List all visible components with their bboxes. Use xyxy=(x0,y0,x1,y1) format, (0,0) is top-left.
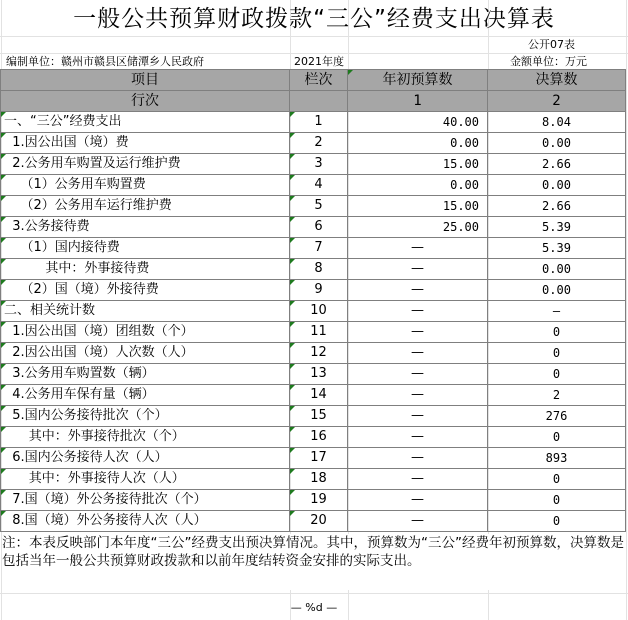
cell-budget[interactable]: — xyxy=(348,511,488,532)
cell-col[interactable]: 20 xyxy=(290,511,348,532)
cell-actual[interactable]: 276 xyxy=(488,406,626,427)
page-footer: — %d — xyxy=(290,601,338,614)
cell-col[interactable]: 16 xyxy=(290,427,348,448)
table-row xyxy=(1,427,626,448)
cell-budget[interactable]: — xyxy=(348,364,488,385)
cell-actual[interactable]: 0.00 xyxy=(488,280,626,301)
cell-actual[interactable]: 2.66 xyxy=(488,154,626,175)
cell-col[interactable]: 15 xyxy=(290,406,348,427)
grid-line xyxy=(0,593,628,594)
footnote: 注：本表反映部门本年度“三公”经费支出预决算情况。其中，预算数为“三公”经费年初预算数，决算数是包括当年一般公共预算财政拨款和以前年度结转资金安排的实际支出。 xyxy=(2,534,626,590)
report-year: 2021年度 xyxy=(294,55,344,68)
cell-budget[interactable]: — xyxy=(348,343,488,364)
table-row xyxy=(1,511,626,532)
cell-item[interactable]: （1）公务用车购置费 xyxy=(1,175,290,196)
cell-actual[interactable]: 0.00 xyxy=(488,259,626,280)
cell-col[interactable]: 8 xyxy=(290,259,348,280)
cell-actual[interactable]: 0.00 xyxy=(488,175,626,196)
cell-col[interactable]: 19 xyxy=(290,490,348,511)
cell-budget[interactable]: 0.00 xyxy=(348,133,488,154)
cell-budget[interactable]: 15.00 xyxy=(348,196,488,217)
amount-unit: 金额单位：万元 xyxy=(510,55,587,68)
table-row xyxy=(1,217,626,238)
cell-item[interactable]: （2）国（境）外接待费 xyxy=(1,280,290,301)
row-index-col[interactable] xyxy=(290,91,348,112)
table-row xyxy=(1,448,626,469)
cell-col[interactable]: 2 xyxy=(290,133,348,154)
cell-item[interactable]: 其中：外事接待人次（人） xyxy=(1,469,290,490)
table-row xyxy=(1,133,626,154)
cell-budget[interactable]: — xyxy=(348,301,488,322)
cell-item[interactable]: 3.公务接待费 xyxy=(1,217,290,238)
cell-item[interactable]: 2.公务用车购置及运行维护费 xyxy=(1,154,290,175)
row-index-row xyxy=(1,91,626,112)
cell-col[interactable]: 4 xyxy=(290,175,348,196)
cell-budget[interactable]: — xyxy=(348,385,488,406)
cell-actual[interactable]: 0 xyxy=(488,469,626,490)
table-row xyxy=(1,490,626,511)
header-item[interactable]: 项目 xyxy=(1,70,290,91)
cell-budget[interactable]: 0.00 xyxy=(348,175,488,196)
table-row xyxy=(1,406,626,427)
header-actual[interactable]: 决算数 xyxy=(488,70,626,91)
cell-col[interactable]: 13 xyxy=(290,364,348,385)
table-row xyxy=(1,301,626,322)
cell-col[interactable]: 18 xyxy=(290,469,348,490)
cell-budget[interactable]: — xyxy=(348,322,488,343)
cell-col[interactable]: 7 xyxy=(290,238,348,259)
cell-item[interactable]: 2.因公出国（境）人次数（人） xyxy=(1,343,290,364)
table-row xyxy=(1,259,626,280)
cell-item[interactable]: 1.因公出国（境）费 xyxy=(1,133,290,154)
cell-budget[interactable]: 25.00 xyxy=(348,217,488,238)
cell-col[interactable]: 11 xyxy=(290,322,348,343)
cell-col[interactable]: 6 xyxy=(290,217,348,238)
cell-actual[interactable]: 2 xyxy=(488,385,626,406)
cell-item[interactable]: 1.因公出国（境）团组数（个） xyxy=(1,322,290,343)
cell-col[interactable]: 17 xyxy=(290,448,348,469)
cell-item[interactable]: 7.国（境）外公务接待批次（个） xyxy=(1,490,290,511)
cell-actual[interactable]: 0 xyxy=(488,322,626,343)
header-row xyxy=(1,70,626,91)
cell-actual[interactable]: 5.39 xyxy=(488,217,626,238)
grid-line xyxy=(0,53,628,54)
cell-budget[interactable]: 15.00 xyxy=(348,154,488,175)
form-number: 公开07表 xyxy=(528,38,575,51)
table-row xyxy=(1,385,626,406)
table-row xyxy=(1,364,626,385)
cell-actual[interactable]: 0 xyxy=(488,511,626,532)
cell-actual[interactable]: 0 xyxy=(488,343,626,364)
header-budget[interactable]: 年初预算数 xyxy=(348,70,488,91)
row-index-label[interactable]: 行次 xyxy=(1,91,290,112)
header-col[interactable]: 栏次 xyxy=(290,70,348,91)
cell-item[interactable]: （2）公务用车运行维护费 xyxy=(1,196,290,217)
cell-actual[interactable]: 2.66 xyxy=(488,196,626,217)
grid-line xyxy=(626,0,627,620)
cell-budget[interactable]: — xyxy=(348,469,488,490)
cell-budget[interactable]: — xyxy=(348,406,488,427)
cell-actual[interactable]: 5.39 xyxy=(488,238,626,259)
cell-col[interactable]: 9 xyxy=(290,280,348,301)
cell-item[interactable]: 其中：外事接待批次（个） xyxy=(1,427,290,448)
cell-budget[interactable]: — xyxy=(348,427,488,448)
table-row xyxy=(1,196,626,217)
table-row xyxy=(1,112,626,133)
cell-budget[interactable]: — xyxy=(348,490,488,511)
table-row xyxy=(1,238,626,259)
table-row xyxy=(1,175,626,196)
cell-col[interactable]: 1 xyxy=(290,112,348,133)
cell-item[interactable]: 3.公务用车购置数（辆） xyxy=(1,364,290,385)
cell-item[interactable]: 4.公务用车保有量（辆） xyxy=(1,385,290,406)
row-index-budget[interactable]: 1 xyxy=(348,91,488,112)
cell-actual[interactable]: 893 xyxy=(488,448,626,469)
grid-line xyxy=(0,36,628,37)
cell-col[interactable]: 10 xyxy=(290,301,348,322)
cell-item[interactable]: （1）国内接待费 xyxy=(1,238,290,259)
cell-col[interactable]: 12 xyxy=(290,343,348,364)
cell-budget[interactable]: — xyxy=(348,448,488,469)
expense-table xyxy=(0,69,626,532)
cell-actual[interactable]: 0 xyxy=(488,490,626,511)
cell-item[interactable]: 其中：外事接待费 xyxy=(1,259,290,280)
cell-actual[interactable]: 0.00 xyxy=(488,133,626,154)
table-row xyxy=(1,343,626,364)
cell-budget[interactable]: 40.00 xyxy=(348,112,488,133)
cell-item[interactable]: 8.国（境）外公务接待人次（人） xyxy=(1,511,290,532)
table-row xyxy=(1,154,626,175)
cell-item[interactable]: 一、“三公”经费支出 xyxy=(1,112,290,133)
cell-col[interactable]: 5 xyxy=(290,196,348,217)
cell-item[interactable]: 5.国内公务接待批次（个） xyxy=(1,406,290,427)
cell-actual[interactable]: 0 xyxy=(488,364,626,385)
report-title: 一般公共预算财政拨款“三公”经费支出决算表 xyxy=(73,6,555,32)
table-row xyxy=(1,469,626,490)
cell-col[interactable]: 14 xyxy=(290,385,348,406)
cell-item[interactable]: 二、相关统计数 xyxy=(1,301,290,322)
table-row xyxy=(1,280,626,301)
cell-actual[interactable]: 0 xyxy=(488,427,626,448)
cell-budget[interactable]: — xyxy=(348,280,488,301)
cell-actual[interactable]: — xyxy=(488,301,626,322)
cell-actual[interactable]: 8.04 xyxy=(488,112,626,133)
cell-item[interactable]: 6.国内公务接待人次（人） xyxy=(1,448,290,469)
cell-budget[interactable]: — xyxy=(348,259,488,280)
row-index-actual[interactable]: 2 xyxy=(488,91,626,112)
cell-budget[interactable]: — xyxy=(348,238,488,259)
table-row xyxy=(1,322,626,343)
compiling-unit: 编制单位：赣州市赣县区储潭乡人民政府 xyxy=(6,55,204,68)
cell-col[interactable]: 3 xyxy=(290,154,348,175)
